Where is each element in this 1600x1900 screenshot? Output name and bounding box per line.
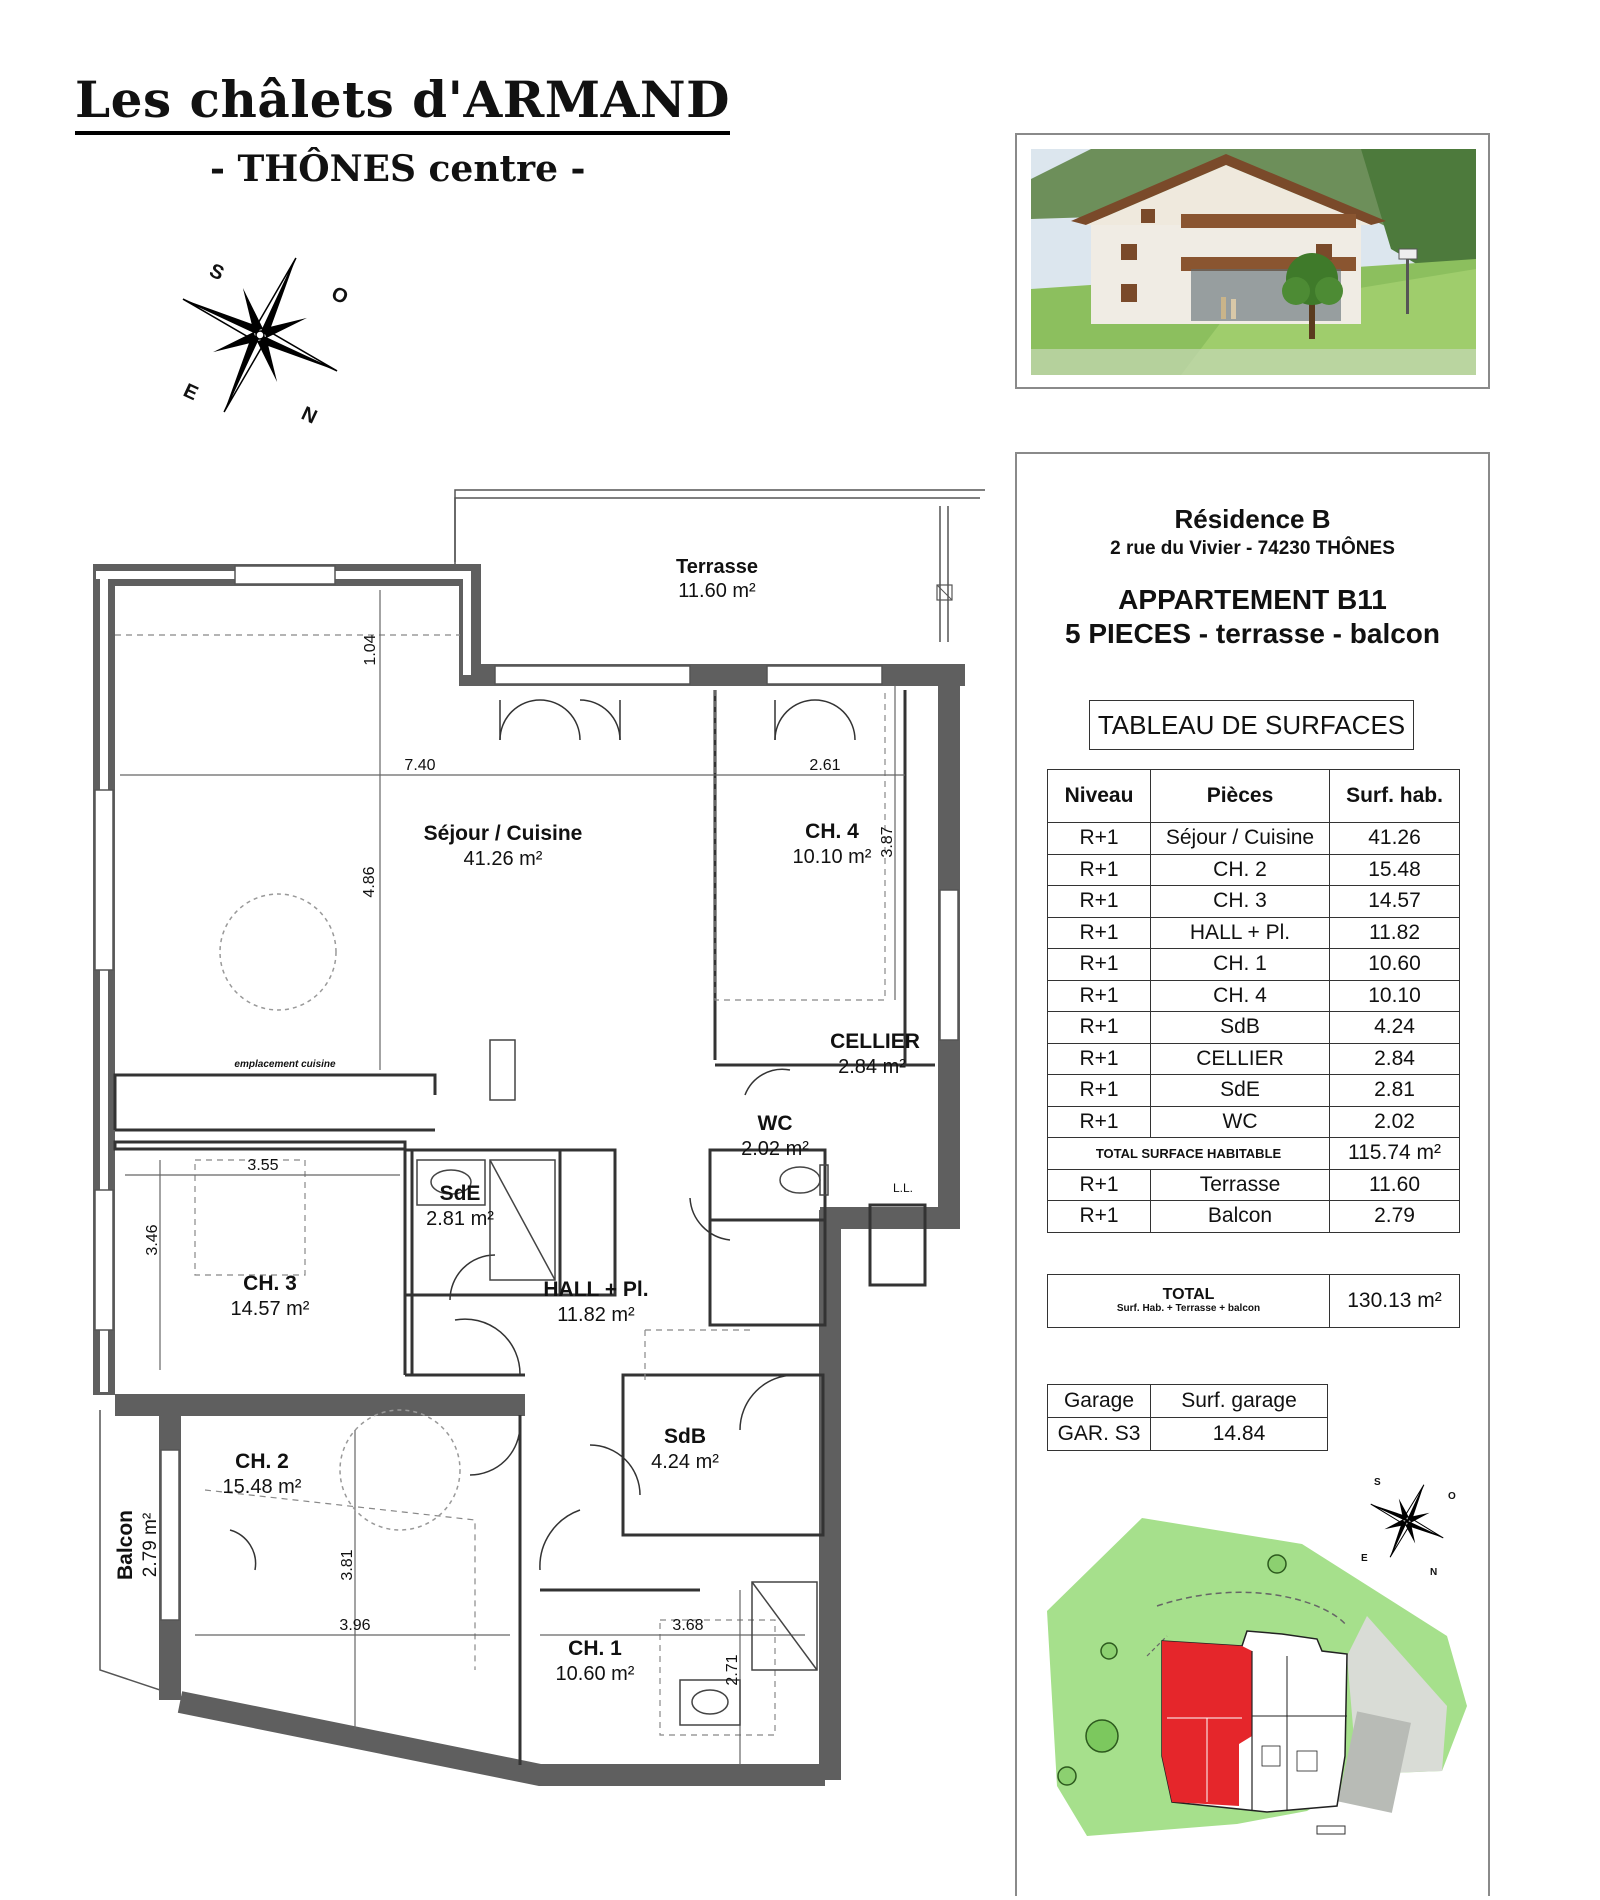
- fixtures: [220, 894, 828, 1725]
- table-cell: 10.10: [1330, 980, 1460, 1012]
- table-row: [1048, 1169, 1460, 1201]
- table-cell: CH. 2: [1151, 854, 1330, 886]
- kitchen-note: emplacement cuisine: [234, 1059, 336, 1070]
- room-area: 11.82 m²: [557, 1304, 635, 1326]
- room-area: 10.60 m²: [555, 1663, 635, 1685]
- room-area: 2.02 m²: [741, 1138, 809, 1160]
- compass-small-s: S: [1374, 1477, 1381, 1488]
- compass-small-n: N: [1430, 1567, 1438, 1578]
- room-name: CH. 3: [243, 1272, 297, 1295]
- surfaces-table: [1047, 769, 1460, 1233]
- table-cell: 2.81: [1330, 1075, 1460, 1107]
- exterior-walls: [93, 575, 965, 1780]
- table-row: [1048, 886, 1460, 918]
- column-header: Pièces: [1151, 770, 1330, 823]
- residence-address: 2 rue du Vivier - 74230 THÔNES: [1110, 538, 1395, 559]
- table-cell: R+1: [1048, 823, 1151, 855]
- dimension-label: 2.71: [724, 1654, 741, 1686]
- table-cell: 2.84: [1330, 1043, 1460, 1075]
- table-cell: Terrasse: [1151, 1169, 1330, 1201]
- table-cell: 15.48: [1330, 854, 1460, 886]
- dimension-label: 3.46: [144, 1224, 161, 1256]
- room-name: WC: [757, 1112, 793, 1135]
- page-subtitle: - THÔNES centre -: [210, 148, 586, 190]
- table-cell: 10.60: [1330, 949, 1460, 981]
- apartment-title: APPARTEMENT B11: [1118, 584, 1387, 615]
- table-cell: CH. 1: [1151, 949, 1330, 981]
- table-row: [1048, 1201, 1460, 1233]
- compass-rose-icon: [160, 240, 360, 430]
- room-name: CH. 4: [805, 820, 859, 843]
- room-name: CELLIER: [830, 1030, 920, 1053]
- dimension-label: 7.40: [404, 757, 436, 774]
- table-row: [1048, 917, 1460, 949]
- grand-total-sublabel: Surf. Hab. + Terrasse + balcon: [1116, 1303, 1261, 1314]
- table-cell: HALL + Pl.: [1151, 917, 1330, 949]
- room-name: Balcon: [114, 1509, 137, 1581]
- table-cell: CH. 4: [1151, 980, 1330, 1012]
- photo-frame: [1015, 133, 1490, 389]
- room-name: CH. 1: [568, 1637, 622, 1660]
- compass-n-label: N: [297, 402, 321, 429]
- floor-plan: [0, 470, 1000, 1900]
- grand-total-table: [1047, 1274, 1460, 1328]
- dimension-label: 2.61: [809, 757, 841, 774]
- room-labels: [114, 556, 920, 1685]
- garage-table: [1047, 1384, 1328, 1451]
- table-cell: 11.60: [1330, 1169, 1460, 1201]
- table-row: [1048, 1418, 1328, 1451]
- room-area: 11.60 m²: [678, 580, 756, 602]
- table-cell: 2.79: [1330, 1201, 1460, 1233]
- table-cell: 41.26: [1330, 823, 1460, 855]
- table-row: [1048, 1043, 1460, 1075]
- column-header: Surf. hab.: [1330, 770, 1460, 823]
- room-area: 4.24 m²: [651, 1451, 719, 1473]
- room-name: CH. 2: [235, 1450, 289, 1473]
- room-area: 41.26 m²: [463, 848, 543, 870]
- table-cell: SdB: [1151, 1012, 1330, 1044]
- table-cell: R+1: [1048, 854, 1151, 886]
- ll-note: L.L.: [892, 1181, 914, 1195]
- table-cell: R+1: [1048, 886, 1151, 918]
- room-name: Terrasse: [676, 556, 758, 578]
- table-row: [1048, 823, 1460, 855]
- table-cell: R+1: [1048, 1012, 1151, 1044]
- table-cell: R+1: [1048, 949, 1151, 981]
- info-panel: [1015, 452, 1490, 1896]
- table-cell: WC: [1151, 1106, 1330, 1138]
- compass-small-o: O: [1448, 1491, 1456, 1502]
- page-title: Les châlets d'ARMAND: [75, 70, 730, 135]
- table-cell: GAR. S3: [1048, 1418, 1151, 1451]
- table-cell: R+1: [1048, 1106, 1151, 1138]
- room-area: 2.79 m²: [140, 1512, 161, 1578]
- table-cell: CELLIER: [1151, 1043, 1330, 1075]
- table-row: [1048, 949, 1460, 981]
- site-plan-map: [1047, 1506, 1467, 1846]
- room-area: 14.57 m²: [230, 1298, 310, 1320]
- table-row: [1048, 854, 1460, 886]
- grand-total-row: [1048, 1275, 1460, 1328]
- chalet-render-image: [1031, 149, 1476, 375]
- table-cell: SdE: [1151, 1075, 1330, 1107]
- table-cell: 11.82: [1330, 917, 1460, 949]
- dimension-label: 3.68: [672, 1617, 704, 1634]
- table-cell: R+1: [1048, 917, 1151, 949]
- room-name: SdE: [439, 1182, 481, 1205]
- dimension-label: 4.86: [361, 866, 378, 898]
- table-cell: 4.24: [1330, 1012, 1460, 1044]
- table-header-row: [1048, 770, 1460, 823]
- dimension-label: 3.81: [339, 1549, 356, 1581]
- room-area: 15.48 m²: [222, 1476, 302, 1498]
- table-cell: 2.02: [1330, 1106, 1460, 1138]
- grand-total-label-cell: [1048, 1275, 1330, 1328]
- compass-s-label: S: [205, 259, 228, 286]
- table-cell: R+1: [1048, 1201, 1151, 1233]
- grand-total-value: 130.13 m²: [1330, 1275, 1460, 1328]
- residence-name: Résidence B: [1174, 504, 1331, 534]
- surfaces-table-title: TABLEAU DE SURFACES: [1089, 700, 1414, 750]
- total-habitable-row: [1048, 1138, 1460, 1170]
- grand-total-label: TOTAL: [1162, 1286, 1215, 1303]
- dimension-label: 3.55: [247, 1157, 279, 1174]
- table-row: [1048, 1106, 1460, 1138]
- total-habitable-label: TOTAL SURFACE HABITABLE: [1048, 1138, 1330, 1170]
- dimension-label: 1.04: [362, 634, 379, 666]
- table-cell: Balcon: [1151, 1201, 1330, 1233]
- room-area: 2.81 m²: [426, 1208, 494, 1230]
- dashed-zones: [115, 635, 885, 1735]
- room-area: 10.10 m²: [792, 846, 872, 868]
- compass-e-label: E: [179, 379, 202, 406]
- column-header: Garage: [1048, 1385, 1151, 1418]
- table-cell: 14.84: [1151, 1418, 1328, 1451]
- table-cell: R+1: [1048, 1075, 1151, 1107]
- room-name: HALL + Pl.: [543, 1278, 649, 1301]
- dimension-label: 3.87: [879, 826, 896, 858]
- dimension-label: 3.96: [339, 1617, 371, 1634]
- terrasse-outline: [455, 490, 985, 562]
- table-cell: R+1: [1048, 1043, 1151, 1075]
- dimension-lines: [120, 590, 905, 1765]
- column-header: Surf. garage: [1151, 1385, 1328, 1418]
- table-cell: R+1: [1048, 1169, 1151, 1201]
- table-row: [1048, 1012, 1460, 1044]
- total-habitable-value: 115.74 m²: [1330, 1138, 1460, 1170]
- table-cell: CH. 3: [1151, 886, 1330, 918]
- table-header-row: [1048, 1385, 1328, 1418]
- room-area: 2.84 m²: [838, 1056, 906, 1078]
- compass-o-label: O: [327, 282, 352, 310]
- room-name: SdB: [664, 1425, 706, 1448]
- table-row: [1048, 980, 1460, 1012]
- compass-small-e: E: [1361, 1553, 1368, 1564]
- room-name: Séjour / Cuisine: [423, 822, 583, 845]
- apartment-description: 5 PIECES - terrasse - balcon: [1064, 618, 1441, 649]
- column-header: Niveau: [1048, 770, 1151, 823]
- table-cell: 14.57: [1330, 886, 1460, 918]
- table-cell: R+1: [1048, 980, 1151, 1012]
- table-cell: Séjour / Cuisine: [1151, 823, 1330, 855]
- table-row: [1048, 1075, 1460, 1107]
